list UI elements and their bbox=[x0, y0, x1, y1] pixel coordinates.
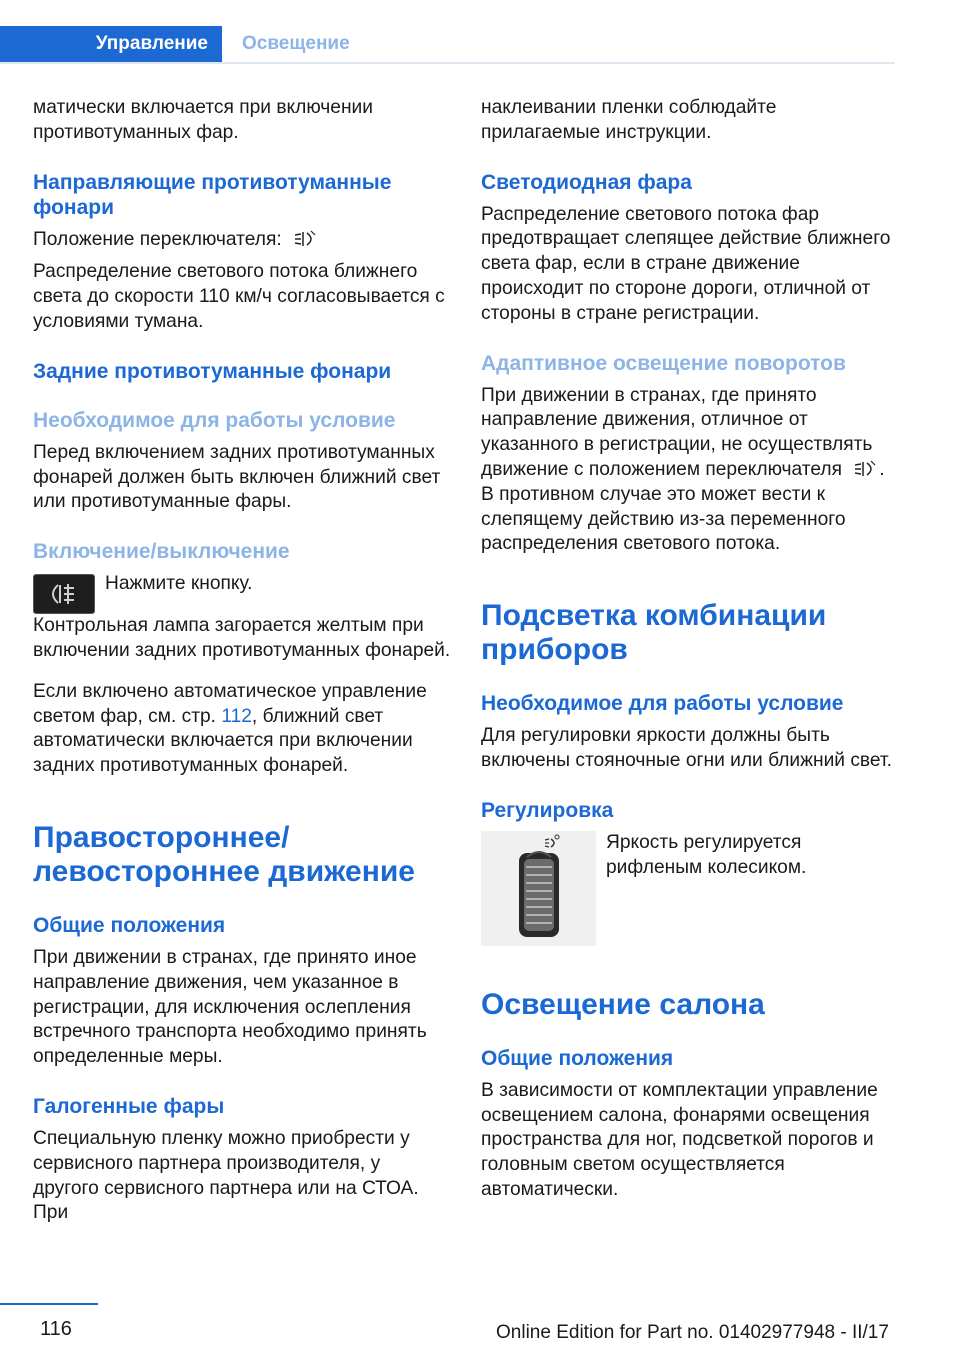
press-button-text: Нажмите кнопку. bbox=[105, 573, 253, 595]
rear-fog-button-icon bbox=[44, 580, 84, 608]
film-instructions-text: наклеивании пленки соблюдайте прилагаемые инструкции. bbox=[481, 97, 777, 143]
instrument-heading: Подсветка комбинации приборов bbox=[481, 599, 827, 667]
rear-fog-button-row bbox=[33, 572, 451, 614]
adaptive-heading: Адаптивное освещение поворотов bbox=[481, 351, 846, 375]
indicator-text: Контрольная лампа загорается желтым при включении задних противотуманных фонарей. bbox=[33, 615, 451, 661]
page-link[interactable]: 112 bbox=[221, 705, 252, 727]
interior-heading: Освещение салона bbox=[481, 987, 765, 1021]
switch-position-text bbox=[33, 228, 451, 253]
front-fog-heading: Направляющие противотуманные фонари bbox=[33, 170, 392, 219]
rear-fog-onoff-heading: Включение/выключение bbox=[33, 540, 290, 564]
rear-fog-condition-text: Перед включением задних противотуманных фонарей должен быть включен ближний свет или противотуманные фары. bbox=[33, 441, 441, 513]
instrument-condition-heading: Необходимое для работы условие bbox=[481, 692, 844, 716]
page-number: 116 bbox=[40, 1318, 72, 1340]
rear-fog-heading: Задние противотуманные фонари bbox=[33, 359, 392, 383]
adjust-heading: Регулировка bbox=[481, 798, 614, 822]
rear-fog-press-block bbox=[105, 572, 253, 603]
auto-light-text-a: Если включено автоматическое управление светом фар, см. стр. bbox=[33, 680, 427, 727]
led-heading: Светодиодная фара bbox=[481, 170, 692, 194]
left-column bbox=[33, 96, 451, 1242]
halogen-text: Специальную пленку можно приобрести у сервисного партнера производителя, у другого сервисного партнера или на СТОА. При bbox=[33, 1127, 419, 1224]
edition-text: Online Edition for Part no. 01402977948 - II/17 bbox=[496, 1322, 889, 1343]
interior-general-heading: Общие положения bbox=[481, 1046, 674, 1070]
dimmer-row bbox=[481, 831, 899, 946]
footer-line bbox=[0, 1303, 98, 1305]
rear-fog-condition-heading: Необходимое для работы условие bbox=[33, 408, 396, 432]
instrument-condition-text: Для регулировки яркости должны быть включены стояночные огни или ближний свет. bbox=[481, 725, 892, 771]
dimmer-wheel-icon bbox=[499, 833, 579, 943]
fog-light-switch-icon bbox=[853, 459, 879, 479]
header-bar bbox=[0, 0, 895, 64]
traffic-general-text: При движении в странах, где принято иное направление движения, чем указанное в регистрации, для исключения ослепления встречного транспорта необходимо принять определенные меры. bbox=[33, 946, 427, 1068]
halogen-heading: Галогенные фары bbox=[33, 1094, 225, 1118]
tab-control[interactable]: Управление bbox=[0, 26, 222, 62]
adaptive-text bbox=[481, 384, 899, 558]
front-fog-text: Распределение светового потока ближнего света до скорости 110 км/ч согласовывается с условиями тумана. bbox=[33, 261, 445, 332]
auto-light-text-b: , ближний свет автоматически включается при включении задних противотуманных фонарей. bbox=[33, 705, 413, 777]
rear-fog-button-image bbox=[33, 574, 95, 614]
right-column bbox=[481, 96, 899, 1219]
interior-general-text: В зависимости от комплектации управление освещением салона, фонарями освещения пространства для ног, подсветкой порогов и головным светом осуществляется автоматически. bbox=[481, 1079, 878, 1200]
adaptive-text-b: . В противном случае это может вести к слепящему действию из-за переменного распределения светового потока. bbox=[481, 458, 885, 555]
dimmer-image bbox=[481, 831, 596, 946]
led-text: Распределение светового потока фар предотвращает слепящее действие ближнего света фар, если в стране движение происходит по стороне дороги, отличной от стороны в стране регистрации. bbox=[481, 203, 891, 324]
traffic-heading: Правостороннее/ левостороннее движение bbox=[33, 820, 415, 888]
traffic-general-heading: Общие положения bbox=[33, 913, 226, 937]
adaptive-text-a: При движении в странах, где принято направление движения, отличное от указанного в регистрации, не осуществлять движение с положением переключателя bbox=[481, 384, 873, 480]
tab-lighting[interactable]: Освещение bbox=[242, 33, 350, 54]
fog-light-switch-icon bbox=[293, 229, 319, 249]
intro-text: матически включается при включении противотуманных фар. bbox=[33, 97, 373, 143]
auto-light-text bbox=[33, 680, 451, 779]
switch-position-label: Положение переключателя: bbox=[33, 228, 282, 250]
adjust-text: Яркость регулируется рифленым колесиком. bbox=[606, 831, 807, 878]
dimmer-text-block bbox=[606, 831, 899, 887]
